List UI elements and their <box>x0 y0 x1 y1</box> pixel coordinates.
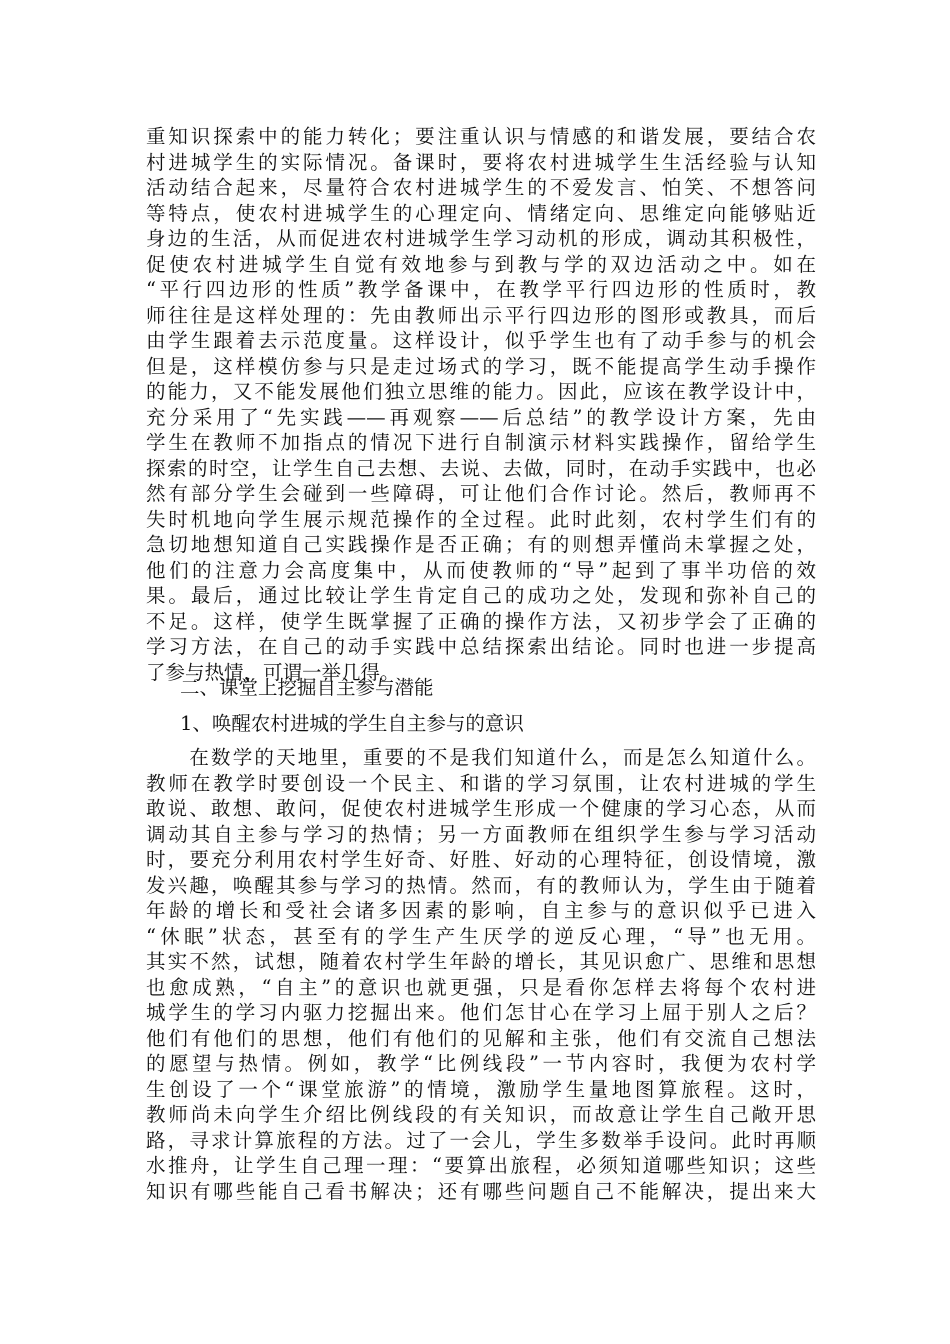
text-line: 敢说、敢想、敢问，促使农村进城学生形成一个健康的学习心态，从而 <box>146 797 816 820</box>
text-line: 师往往是这样处理的：先由教师出示平行四边形的图形或教具，而后 <box>146 303 816 327</box>
text-line: 水推舟，让学生自己理一理：“要算出旅程，必须知道哪些知识；这些 <box>146 1154 816 1177</box>
text-line: 等特点，使农村进城学生的心理定向、情绪定向、思维定向能够贴近 <box>146 201 816 225</box>
text-line: 他们有他们的思想，他们有他们的见解和主张，他们有交流自己想法 <box>146 1026 816 1050</box>
text-line: 学生在教师不加指点的情况下进行自制演示材料实践操作，留给学生 <box>146 431 816 454</box>
text-line: 失时机地向学生展示规范操作的全过程。此时此刻，农村学生们有的 <box>146 507 816 531</box>
text-line: “休眠”状态，甚至有的学生产生厌学的逆反心理，“导”也无用。 <box>146 924 816 948</box>
text-line: 知识有哪些能自己看书解决；还有哪些问题自己不能解决，提出来大 <box>146 1179 816 1203</box>
text-line: 的能力，又不能发展他们独立思维的能力。因此，应该在教学设计中， <box>146 380 816 403</box>
subsection-heading: 1、唤醒农村进城的学生自主参与的意识 <box>180 712 524 735</box>
text-line: 调动其自主参与学习的热情；另一方面教师在组织学生参与学习活动 <box>146 822 816 846</box>
text-line: 路，寻求计算旅程的方法。过了一会儿，学生多数举手设问。此时再顺 <box>146 1128 816 1152</box>
text-line: 充分采用了“先实践——再观察——后总结”的教学设计方案，先由 <box>146 405 816 429</box>
text-line: 不足。这样，使学生既掌握了正确的操作方法，又初步学会了正确的 <box>146 609 816 633</box>
text-line: 其实不然，试想，随着农村学生年龄的增长，其见识愈广、思维和思想 <box>146 950 816 973</box>
text-line: 学习方法，在自己的动手实践中总结探索出结论。同时也进一步提高 <box>146 635 816 658</box>
text-line: 重知识探索中的能力转化；要注重认识与情感的和谐发展，要结合农 <box>146 125 816 148</box>
text-line: 年龄的增长和受社会诸多因素的影响，自主参与的意识似乎已进入 <box>146 899 816 922</box>
text-line: 也愈成熟，“自主”的意识也就更强，只是看你怎样去将每个农村进 <box>146 975 816 999</box>
text-line: 促使农村进城学生自觉有效地参与到教与学的双边活动之中。如在 <box>146 252 816 276</box>
text-line: 在数学的天地里，重要的不是我们知道什么，而是怎么知道什么。 <box>146 746 816 769</box>
text-line: 的愿望与热情。例如，教学“比例线段”一节内容时，我便为农村学 <box>146 1052 816 1075</box>
text-line: 他们的注意力会高度集中，从而使教师的“导”起到了事半功倍的效 <box>146 558 816 582</box>
text-line: 然有部分学生会碰到一些障碍，可让他们合作讨论。然后，教师再不 <box>146 482 816 505</box>
text-line: 教师在教学时要创设一个民主、和谐的学习氛围，让农村进城的学生 <box>146 771 816 795</box>
section-heading: 二、课堂上挖掘自主参与潜能 <box>180 676 434 699</box>
text-line: 生创设了一个“课堂旅游”的情境，激励学生量地图算旅程。这时， <box>146 1077 816 1101</box>
text-line: 由学生跟着去示范度量。这样设计，似乎学生也有了动手参与的机会 <box>146 329 816 352</box>
text-line: 急切地想知道自己实践操作是否正确；有的则想弄懂尚未掌握之处， <box>146 533 816 556</box>
text-line: 时，要充分利用农村学生好奇、好胜、好动的心理特征，创设情境，激 <box>146 848 816 871</box>
text-line: 果。最后，通过比较让学生肯定自己的成功之处，发现和弥补自己的 <box>146 584 816 607</box>
text-line: 活动结合起来，尽量符合农村进城学生的不爱发言、怕笑、不想答问 <box>146 176 816 199</box>
text-line: 城学生的学习内驱力挖掘出来。他们怎甘心在学习上屈于别人之后？ <box>146 1001 816 1024</box>
text-line: 但是，这样模仿参与只是走过场式的学习，既不能提高学生动手操作 <box>146 354 816 378</box>
text-line: 探索的时空，让学生自己去想、去说、去做，同时，在动手实践中，也必 <box>146 456 816 480</box>
text-line: 教师尚未向学生介绍比例线段的有关知识，而故意让学生自己敞开思 <box>146 1103 816 1126</box>
text-line: 村进城学生的实际情况。备课时，要将农村进城学生生活经验与认知 <box>146 150 816 174</box>
text-line: 身边的生活，从而促进农村进城学生学习动机的形成，调动其积极性， <box>146 227 816 250</box>
text-line: 发兴趣，唤醒其参与学习的热情。然而，有的教师认为，学生由于随着 <box>146 873 816 897</box>
text-line: “平行四边形的性质”教学备课中，在教学平行四边形的性质时，教 <box>146 278 816 301</box>
text-line: 了参与热情，可谓一举几得。 <box>146 660 400 684</box>
